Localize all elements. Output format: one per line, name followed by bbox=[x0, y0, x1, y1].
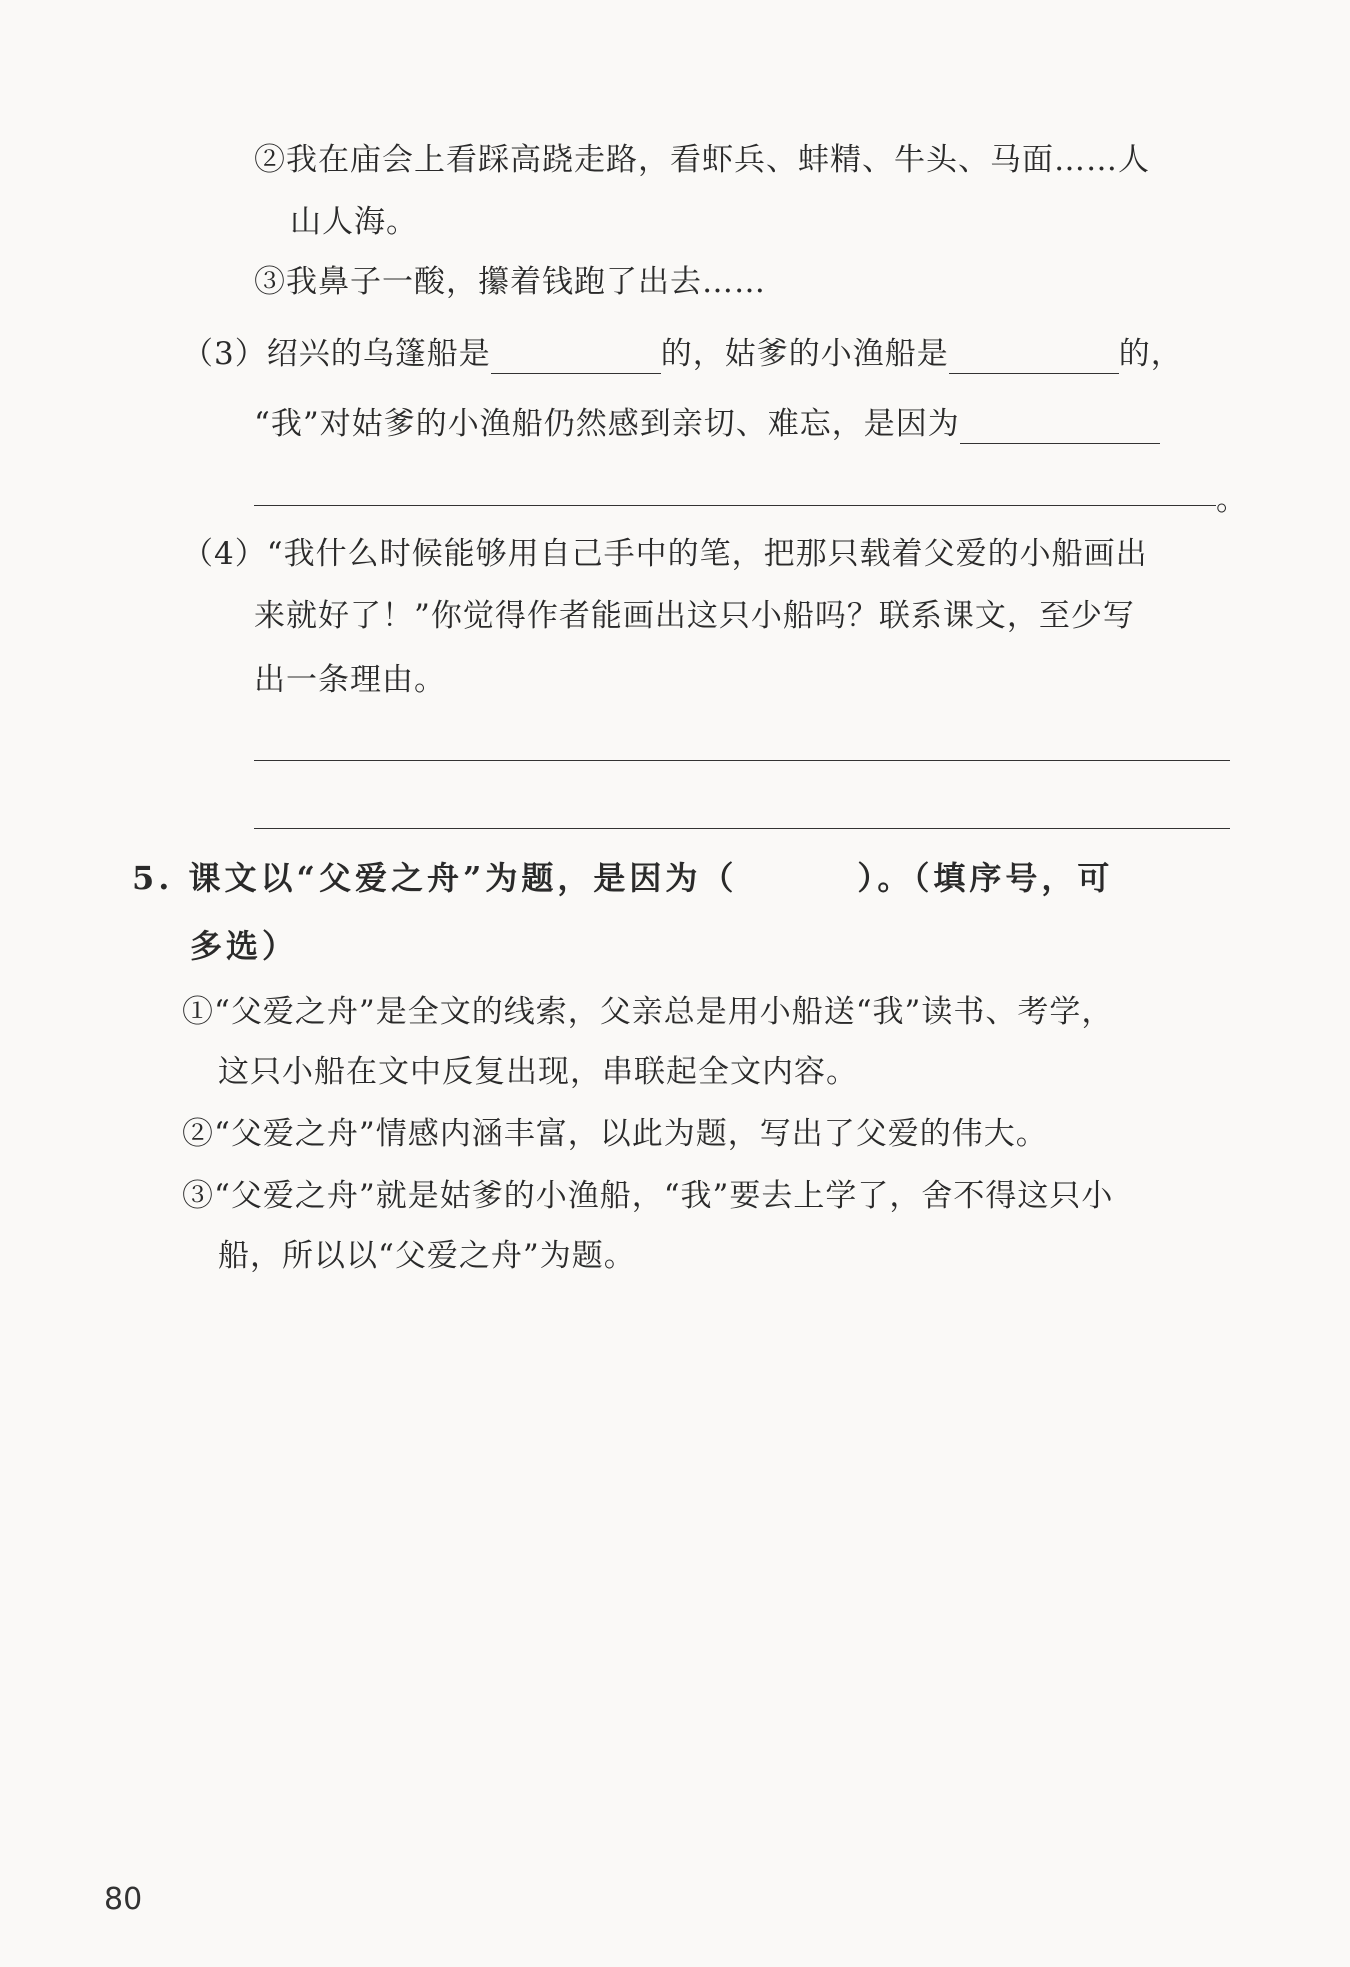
end-period: 。 bbox=[1216, 482, 1248, 518]
answer-blank-fishing-boat[interactable] bbox=[949, 343, 1119, 374]
question-4-text-1: “我什么时候能够用自己手中的笔，把那只载着父爱的小船画出 bbox=[266, 536, 1148, 572]
question-4-line-2: 来就好了！”你觉得作者能画出这只小船吗？联系课文，至少写 bbox=[254, 598, 1135, 634]
question-4-line-1 bbox=[182, 534, 1148, 574]
answer-blank-wupeng-boat[interactable] bbox=[491, 343, 661, 374]
page-number: 80 bbox=[104, 1882, 143, 1917]
option-3: ③我鼻子一酸，攥着钱跑了出去…… bbox=[254, 264, 766, 300]
question-5-stem-a: 课文以“父爱之舟”为题，是因为（ bbox=[188, 859, 738, 897]
question-5-stem-line-2: 多选） bbox=[190, 927, 299, 965]
answer-line-2[interactable] bbox=[254, 828, 1230, 829]
answer-line-1[interactable] bbox=[254, 760, 1230, 761]
question-5-stem-b: ）。（填序号，可 bbox=[857, 859, 1114, 897]
question-5-stem-line-1 bbox=[132, 858, 1113, 898]
q5-option-1-line-1: ①“父爱之舟”是全文的线索，父亲总是用小船送“我”读书、考学， bbox=[182, 994, 1114, 1030]
answer-blank-reason-start[interactable] bbox=[960, 413, 1160, 444]
question-3-text-d: “我”对姑爹的小渔船仍然感到亲切、难忘，是因为 bbox=[254, 406, 960, 442]
question-3-line-1 bbox=[182, 334, 1183, 374]
q5-option-2: ②“父爱之舟”情感内涵丰富，以此为题，写出了父爱的伟大。 bbox=[182, 1116, 1048, 1152]
question-3-text-b: 的，姑爹的小渔船是 bbox=[660, 336, 949, 372]
question-3-number: （3） bbox=[182, 336, 267, 372]
option-2-line-2: 山人海。 bbox=[290, 204, 418, 240]
q5-option-3-line-1: ③“父爱之舟”就是姑爹的小渔船，“我”要去上学了，舍不得这只小 bbox=[182, 1178, 1114, 1214]
question-4-line-3: 出一条理由。 bbox=[254, 662, 446, 698]
question-3-line-2 bbox=[254, 404, 1160, 444]
question-3-text-a: 绍兴的乌篷船是 bbox=[266, 336, 491, 372]
answer-line-reason[interactable] bbox=[254, 505, 1216, 506]
question-5-number: 5. bbox=[132, 859, 174, 897]
q5-option-1-line-2: 这只小船在文中反复出现，串联起全文内容。 bbox=[218, 1054, 858, 1090]
question-4-number: （4） bbox=[182, 536, 267, 572]
question-3-text-c: 的， bbox=[1118, 336, 1183, 372]
q5-option-3-line-2: 船，所以以“父爱之舟”为题。 bbox=[218, 1238, 636, 1274]
option-2-line-1: ②我在庙会上看踩高跷走路，看虾兵、蚌精、牛头、马面……人 bbox=[254, 142, 1150, 178]
